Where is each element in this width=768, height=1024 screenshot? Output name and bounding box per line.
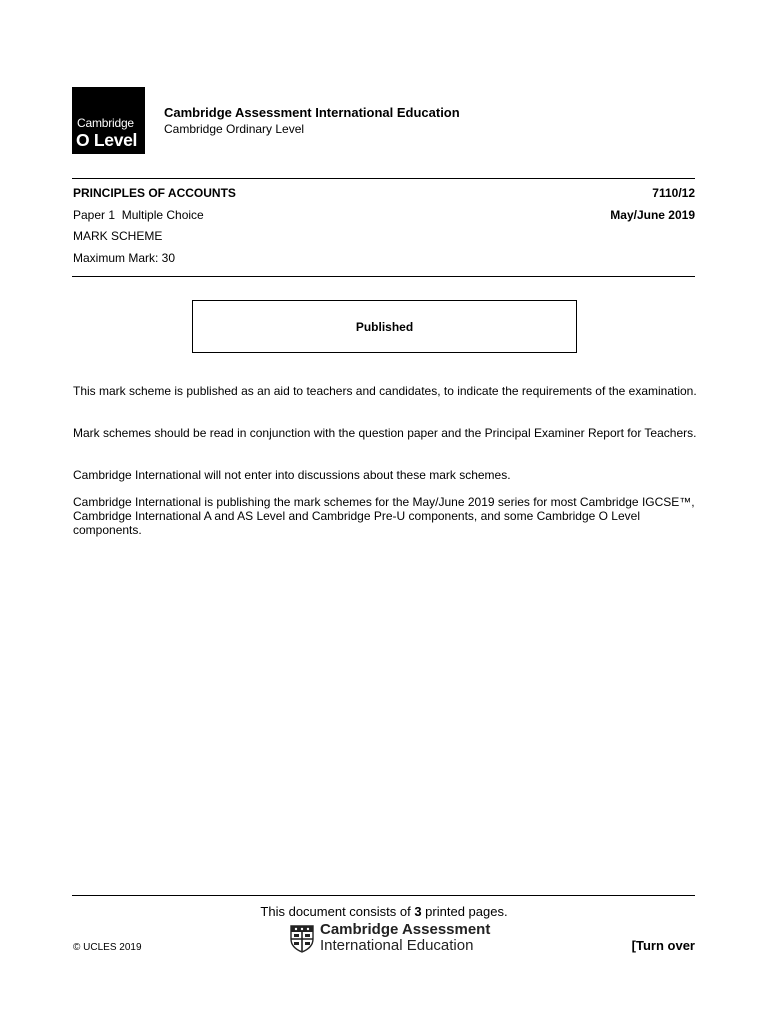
cambridge-o-level-logo <box>72 87 145 154</box>
paragraph-conjunction: Mark schemes should be read in conjunction with the question paper and the Principal Examiner Report for Teachers. <box>73 426 697 440</box>
bottom-divider <box>72 276 695 277</box>
paragraph-purpose: This mark scheme is published as an aid to teachers and candidates, to indicate the requirements of the examination. <box>73 384 697 398</box>
page-count-note <box>0 904 768 919</box>
page-count-prefix: This document consists of <box>260 904 415 919</box>
syllabus-code: 7110/12 <box>652 186 695 200</box>
cambridge-assessment-wordmark <box>320 922 490 954</box>
copyright-notice: © UCLES 2019 <box>73 942 142 953</box>
published-box <box>192 300 577 353</box>
page-count-number: 3 <box>414 904 422 919</box>
logo-line-2: O Level <box>76 130 138 150</box>
top-divider <box>72 178 695 179</box>
exam-session: May/June 2019 <box>610 208 695 222</box>
logo-line-1: Cambridge <box>77 116 134 130</box>
wordmark-line-1: Cambridge Assessment <box>320 921 491 938</box>
shield-crest-icon <box>290 925 314 953</box>
subject-title: PRINCIPLES OF ACCOUNTS <box>73 186 236 200</box>
document-type: MARK SCHEME <box>73 229 163 243</box>
footer-divider <box>72 895 695 896</box>
maximum-mark: Maximum Mark: 30 <box>73 251 176 265</box>
turn-over-note: [Turn over <box>631 938 695 953</box>
paragraph-publishing: Cambridge International is publishing the mark schemes for the May/June 2019 series for most Cambridge IGCSE™, Cambridge International A and AS Level and Cambridge Pre-U components, and some Cambridge O Level components. <box>73 495 695 537</box>
organisation-name: Cambridge Assessment International Education <box>164 105 460 120</box>
wordmark-line-2: International Education <box>320 937 474 954</box>
paper-name: Paper 1 Multiple Choice <box>73 208 204 222</box>
published-label: Published <box>355 319 414 334</box>
qualification-level: Cambridge Ordinary Level <box>164 122 305 136</box>
paragraph-discussions: Cambridge International will not enter into discussions about these mark schemes. <box>73 468 511 482</box>
page-count-suffix: printed pages. <box>421 904 508 919</box>
